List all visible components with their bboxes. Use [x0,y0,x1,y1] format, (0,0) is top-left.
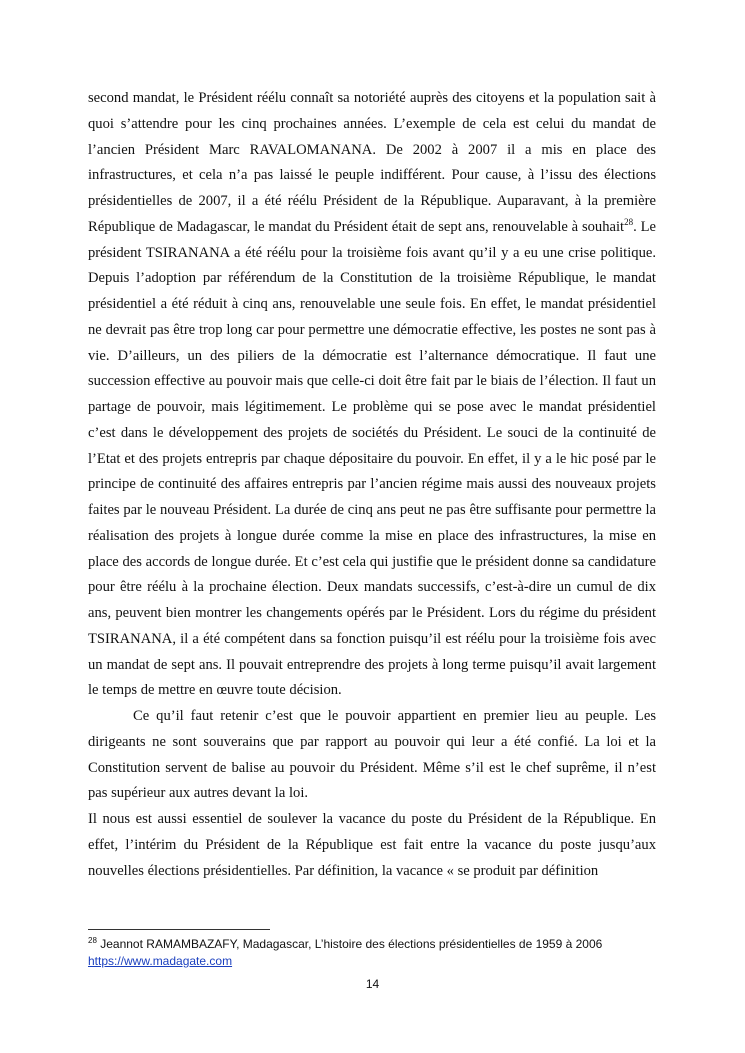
paragraph-3: Il nous est aussi essentiel de soulever la vacance du poste du Président de la République. En effet, l’intérim du Président de la République est fait entre la vacance du poste jusqu’aux nouvelles élections présidentielles. Par définition, la vacance « se produit par définition [88,811,656,879]
paragraph-2: Ce qu’il faut retenir c’est que le pouvoir appartient en premier lieu au peuple. Les dirigeants ne sont souverains que par rapport au pouvoir qui leur a été confié. La loi et la Constitution servent de balise au pouvoir du Président. Même s’il est le chef suprême, il n’est pas supérieur aux autres devant la loi. [88,708,656,802]
footnote-text: Jeannot RAMAMBAZAFY, Madagascar, L’histoire des élections présidentielles de 1959 à 2006 [96,937,603,951]
page-number: 14 [365,977,380,991]
paragraph-1-continuation: . Le président TSIRANANA a été réélu pour la troisième fois avant qu’il y a eu une crise politique. Depuis l’adoption par référendum de la Constitution de la troisième République, le mandat présidentiel a été réduit à cinq ans, renouvelable une seule fois. En effet, le mandat présidentiel ne devrait pas être trop long car pour permettre une démocratie effective, les postes ne sont pas à vie. D’ailleurs, un des piliers de la démocratie est l’alternance démocratique. Il faut une succession effective au pouvoir mais que celle-ci doit être fait par le biais de l’élection. Il faut un partage de pouvoir, mais légitimement. Le problème qui se pose avec le mandat présidentiel c’est dans le développement des projets de sociétés du Président. Le souci de la continuité de l’Etat et des projets entrepris par chaque dépositaire du pouvoir. En effet, il y a le hic posé par le principe de continuité des affaires entrepris par l’ancien régime mais aussi des nouveaux projets faites par le nouveau Président. La durée de cinq ans peut ne pas être suffisante pour permettre la réalisation des projets à longue durée comme la mise en place des infrastructures, la mise en place des accords de longue durée. Et c’est cela qui justifie que le président donne sa candidature pour être réélu à la prochaine élection. Deux mandats successifs, c’est-à-dire un cumul de dix ans, peuvent bien montrer les changements opérés par le Président. Lors du régime du président TSIRANANA, il a été compétent dans sa fonction puisqu’il est réélu pour la troisième fois avec un mandat de sept ans. Il pouvait entreprendre des projets à long terme puisqu’il avait largement le temps de mettre en œuvre toute décision. [88,218,656,699]
footnote [88,936,688,970]
footnote-reference[interactable]: 28 [624,216,634,227]
paragraph-1 [88,86,656,704]
footnote-separator [88,929,270,930]
body-text [88,86,656,884]
paragraph-1-text: second mandat, le Président réélu connaît sa notoriété auprès des citoyens et la population sait à quoi s’attendre pour les cinq prochaines années. L’exemple de cela est celui du mandat de l’ancien Président Marc RAVALOMANANA. De 2002 à 2007 il a mis en place des infrastructures, et cela n’a pas laissé le peuple indifférent. Pour cause, à l’issu des élections présidentielles de 2007, il a été réélu Président de la République. Auparavant, à la première République de Madagascar, le mandat du Président était de sept ans, renouvelable à souhait [88,90,656,235]
footnote-link[interactable]: https://www.madagate.com [88,954,233,968]
footnote-line [88,936,688,953]
footnote-number: 28 [88,936,97,945]
